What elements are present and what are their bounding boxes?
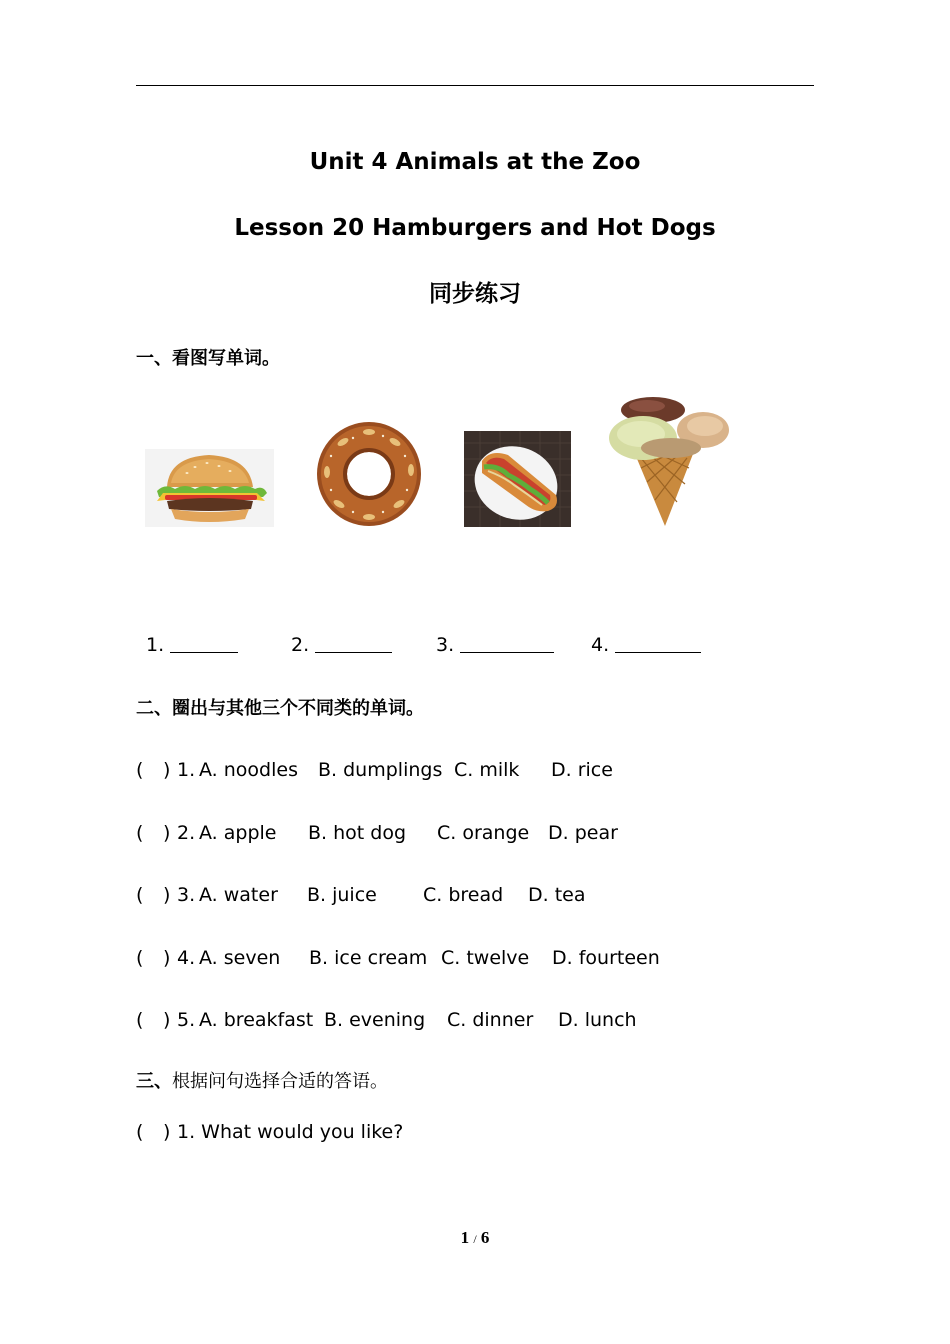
page-number: 1 / 6 xyxy=(460,1228,490,1247)
option-b: B. hot dog xyxy=(308,822,407,844)
bread-ring-image xyxy=(313,420,426,528)
option-a: A. apple xyxy=(199,822,277,844)
option-c: C. orange xyxy=(437,822,530,844)
answer-paren-open: ( xyxy=(136,947,144,969)
answer-paren-close: ) xyxy=(163,947,171,969)
answer-paren-close: ) xyxy=(163,759,171,781)
answer-paren-close: ) xyxy=(163,1121,171,1143)
option-c: C. bread xyxy=(423,884,504,906)
answer-paren-open: ( xyxy=(136,822,144,844)
option-b: B. ice cream xyxy=(309,947,428,969)
option-c: C. dinner xyxy=(447,1009,534,1031)
option-d: D. tea xyxy=(528,884,586,906)
option-b: B. evening xyxy=(324,1009,426,1031)
hamburger-image xyxy=(145,449,274,527)
unit-title: Unit 4 Animals at the Zoo xyxy=(309,149,641,175)
blank-line xyxy=(615,632,701,653)
answer-paren-close: ) xyxy=(163,822,171,844)
option-b: B. juice xyxy=(307,884,377,906)
section3-heading-number: 三、 xyxy=(136,1071,172,1092)
question-text: 1. What would you like? xyxy=(177,1121,404,1143)
exercise-subtitle: 同步练习 xyxy=(429,281,521,307)
option-d: D. pear xyxy=(548,822,618,844)
question-number: 4. xyxy=(177,947,196,969)
option-a: A. seven xyxy=(199,947,281,969)
section3-heading-text: 根据问句选择合适的答语。 xyxy=(172,1071,388,1092)
question-number: 2. xyxy=(177,822,196,844)
answer-paren-open: ( xyxy=(136,1121,144,1143)
question-number: 3. xyxy=(177,884,196,906)
question-number: 1. xyxy=(177,759,196,781)
header-rule xyxy=(136,85,814,86)
section2-heading: 二、圈出与其他三个不同类的单词。 xyxy=(136,698,424,719)
answer-paren-open: ( xyxy=(136,1009,144,1031)
answer-paren-close: ) xyxy=(163,884,171,906)
option-a: A. breakfast xyxy=(199,1009,314,1031)
option-d: D. rice xyxy=(551,759,613,781)
option-a: A. noodles xyxy=(199,759,298,781)
option-d: D. lunch xyxy=(558,1009,637,1031)
option-c: C. twelve xyxy=(441,947,530,969)
option-b: B. dumplings xyxy=(318,759,443,781)
ice-cream-image xyxy=(607,396,733,528)
answer-blank-2[interactable]: 2. xyxy=(291,632,392,658)
option-c: C. milk xyxy=(454,759,520,781)
answer-blank-4[interactable]: 4. xyxy=(591,632,701,658)
hot-dog-image xyxy=(464,431,571,527)
answer-paren-open: ( xyxy=(136,759,144,781)
blank-line xyxy=(460,632,554,653)
answer-blank-1[interactable]: 1. xyxy=(146,632,238,658)
section3-heading xyxy=(136,1069,388,1095)
section1-heading: 一、看图写单词。 xyxy=(136,348,280,369)
option-d: D. fourteen xyxy=(552,947,660,969)
option-a: A. water xyxy=(199,884,278,906)
question-number: 5. xyxy=(177,1009,196,1031)
answer-paren-close: ) xyxy=(163,1009,171,1031)
answer-blank-3[interactable]: 3. xyxy=(436,632,554,658)
lesson-title: Lesson 20 Hamburgers and Hot Dogs xyxy=(234,215,716,241)
blank-line xyxy=(315,632,392,653)
answer-paren-open: ( xyxy=(136,884,144,906)
blank-line xyxy=(170,632,238,653)
